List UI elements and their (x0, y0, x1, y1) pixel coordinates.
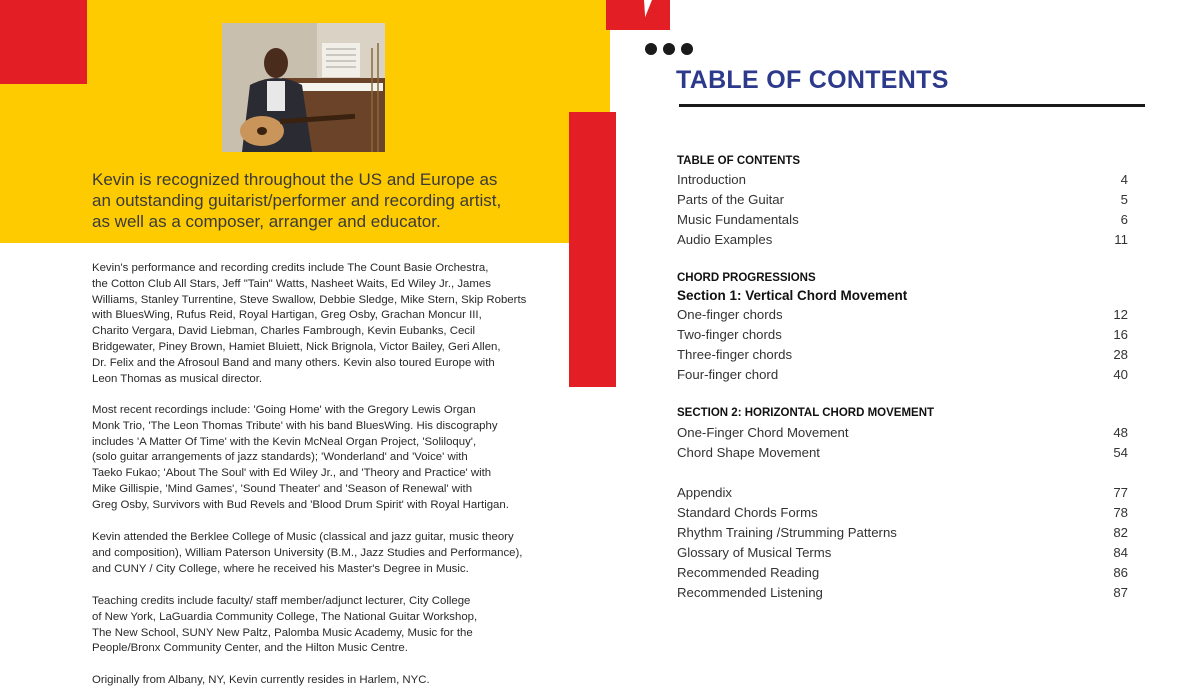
three-dots-icon (645, 43, 693, 55)
bio-paragraph-teaching: Teaching credits include faculty/ staff member/adjunct lecturer, City College of New York, LaGuardia Community College, The National Guitar Workshop, The New School, SUNY New Paltz, Palomba Music Academy, Music for the People/Bronx Community Center, and the Hilton Music Centre. (92, 595, 478, 655)
toc-item-title: Music Fundamentals (677, 212, 799, 227)
toc-item-title: Two-finger chords (677, 327, 782, 342)
toc-item-page: 6 (1120, 212, 1128, 227)
toc-item-title: Recommended Reading (677, 565, 820, 580)
toc-item-recommended-reading[interactable] (677, 565, 1128, 583)
toc-item-page: 86 (1113, 565, 1128, 580)
toc-item-parts-of-guitar[interactable] (677, 192, 1128, 210)
toc-item-three-finger-chords[interactable] (677, 347, 1128, 365)
toc-item-page: 54 (1113, 445, 1128, 460)
toc-item-title: One-Finger Chord Movement (677, 425, 849, 440)
toc-item-title: One-finger chords (677, 307, 783, 322)
bio-paragraph-recordings: Most recent recordings include: 'Going Home' with the Gregory Lewis Organ Monk Trio, 'The Leon Thomas Tribute' with his band BluesWing. His discography includes 'A Matter Of Time' with the Kevin McNeal Organ Project, 'Soliloquy', (solo guitar arrangements of jazz standards); 'Wonderland' and 'Voice' with Taeko Fukao; 'About The Soul' with Ed Wiley Jr., and 'Theory and Practice' with Mike Gillispie, 'Mind Games', 'Sound Theater' and 'Season of Renewal' with Greg Osby, Survivors with Bud Revels and 'Blood Drum Spirit' with Royal Hartigan. (92, 404, 509, 511)
toc-item-four-finger-chord[interactable] (677, 367, 1128, 385)
toc-item-title: Four-finger chord (677, 367, 779, 382)
toc-item-title: Standard Chords Forms (677, 505, 818, 520)
toc-item-page: 84 (1113, 545, 1128, 560)
toc-item-title: Audio Examples (677, 232, 773, 247)
toc-item-recommended-listening[interactable] (677, 585, 1128, 603)
intro-statement: Kevin is recognized throughout the US and Europe as an outstanding guitarist/performer and recording artist, as well as a composer, arranger and educator. (92, 170, 502, 231)
toc-section-label: TABLE OF CONTENTS (677, 155, 801, 167)
toc-item-page: 5 (1120, 192, 1128, 207)
toc-item-one-finger-chord-movement[interactable] (677, 425, 1128, 443)
toc-item-appendix[interactable] (677, 485, 1128, 503)
toc-item-standard-chord-forms[interactable] (677, 505, 1128, 523)
toc-item-page: 16 (1113, 327, 1128, 342)
toc-item-page: 28 (1113, 347, 1128, 362)
toc-item-title: Parts of the Guitar (677, 192, 785, 207)
toc-item-rhythm-training[interactable] (677, 525, 1128, 543)
toc-page-title: TABLE OF CONTENTS (676, 66, 949, 94)
toc-item-page: 12 (1113, 307, 1128, 322)
toc-item-title: Chord Shape Movement (677, 445, 820, 460)
toc-item-title: Appendix (677, 485, 732, 500)
toc-section-label: CHORD PROGRESSIONS (677, 272, 816, 284)
bio-paragraph-education: Kevin attended the Berklee College of Music (classical and jazz guitar, music theory and composition), William Paterson University (B.M., Jazz Studies and Performance), and CUNY / City College, where he received his Master's Degree in Music. (92, 531, 523, 575)
dot (663, 43, 675, 55)
toc-item-page: 77 (1113, 485, 1128, 500)
toc-item-page: 78 (1113, 505, 1128, 520)
toc-item-page: 40 (1113, 367, 1128, 382)
toc-item-page: 4 (1120, 172, 1128, 187)
toc-item-introduction[interactable] (677, 172, 1128, 190)
toc-item-audio-examples[interactable] (677, 232, 1128, 250)
dot (681, 43, 693, 55)
toc-item-title: Three-finger chords (677, 347, 793, 362)
toc-item-page: 48 (1113, 425, 1128, 440)
toc-item-glossary[interactable] (677, 545, 1128, 563)
author-portrait-photo (222, 23, 385, 152)
toc-item-title: Glossary of Musical Terms (677, 545, 832, 560)
toc-item-title: Introduction (677, 172, 746, 187)
red-corner-accent (606, 0, 670, 30)
dot (645, 43, 657, 55)
toc-item-two-finger-chords[interactable] (677, 327, 1128, 345)
toc-item-title: Rhythm Training /Strumming Patterns (677, 525, 897, 540)
toc-item-one-finger-chords[interactable] (677, 307, 1128, 325)
toc-section-label: SECTION 2: HORIZONTAL CHORD MOVEMENT (677, 407, 935, 419)
portrait-illustration (222, 23, 385, 152)
toc-item-page: 87 (1113, 585, 1128, 600)
red-accent-block (0, 0, 87, 84)
bio-paragraph-credits: Kevin's performance and recording credits include The Count Basie Orchestra, the Cotton Club All Stars, Jeff "Tain" Watts, Nasheet Waits, Ed Wiley Jr., James Williams, Stanley Turrentine, Steve Swallow, Debbie Sledge, Mike Stern, Skip Roberts with BluesWing, Rufus Reid, Royal Hartigan, Greg Osby, Grachan Moncur III, Charito Vergara, David Liebman, Charles Fambrough, Kevin Eubanks, Cecil Bridgewater, Piney Brown, Hamiet Bluiett, Nick Brignola, Victor Bailey, Geri Allen, Dr. Felix and the Afrosoul Band and many others. Kevin also toured Europe with Leon Thomas as musical director. (92, 262, 527, 385)
red-vertical-bar (569, 112, 616, 387)
toc-item-page: 82 (1113, 525, 1128, 540)
bio-paragraph-residence: Originally from Albany, NY, Kevin currently resides in Harlem, NYC. (92, 674, 430, 686)
toc-item-chord-shape-movement[interactable] (677, 445, 1128, 463)
title-divider (679, 104, 1145, 107)
toc-item-music-fundamentals[interactable] (677, 212, 1128, 230)
toc-item-page: 11 (1114, 232, 1128, 247)
toc-section-subtitle: Section 1: Vertical Chord Movement (677, 288, 908, 303)
toc-item-title: Recommended Listening (677, 585, 823, 600)
